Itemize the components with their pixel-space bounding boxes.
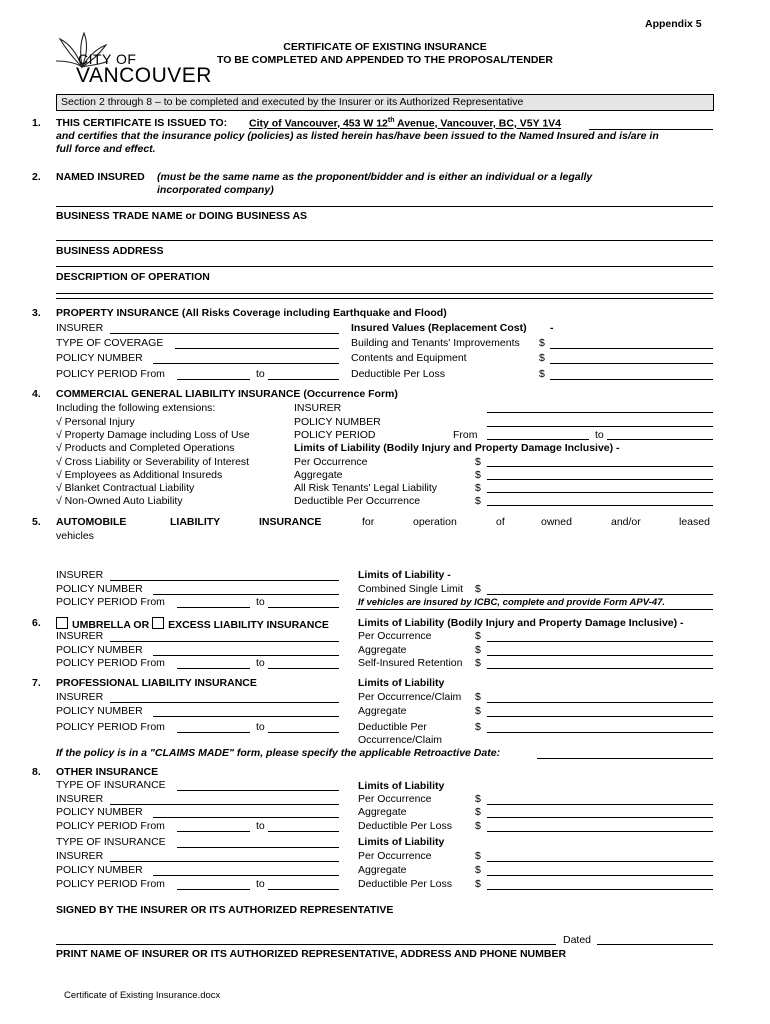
s7-title: PROFESSIONAL LIABILITY INSURANCE bbox=[56, 677, 257, 689]
s8-policy-number-label: POLICY NUMBER bbox=[56, 806, 143, 818]
s8-dollar: $ bbox=[475, 878, 481, 890]
s3-values-dash: - bbox=[550, 322, 554, 334]
s5-csl-field[interactable] bbox=[487, 594, 713, 595]
s4-aggregate-field[interactable] bbox=[487, 479, 713, 480]
s3-building-label: Building and Tenants' Improvements bbox=[351, 337, 520, 349]
s8-type-field-1[interactable] bbox=[177, 790, 339, 791]
s8-per-occurrence-label: Per Occurrence bbox=[358, 793, 432, 805]
description-field-1[interactable] bbox=[56, 293, 713, 294]
s4-dollar: $ bbox=[475, 469, 481, 481]
s4-title: COMMERCIAL GENERAL LIABILITY INSURANCE (Occurrence Form) bbox=[56, 388, 398, 400]
s4-insurer-field[interactable] bbox=[487, 412, 713, 413]
s6-limits-title: Limits of Liability (Bodily Injury and Property Damage Inclusive) - bbox=[358, 617, 684, 629]
s3-insurer-field[interactable] bbox=[110, 333, 339, 334]
s1-issued-to: City of Vancouver, 453 W 12th Avenue, Vancouver, BC, V5Y 1V4 bbox=[249, 117, 562, 130]
s8-dollar: $ bbox=[475, 806, 481, 818]
title-line2: TO BE COMPLETED AND APPENDED TO THE PROPOSAL/TENDER bbox=[216, 54, 554, 66]
s8-period-from-field-1[interactable] bbox=[177, 831, 250, 832]
s4-policy-period-label: POLICY PERIOD bbox=[294, 429, 376, 441]
s5-word: AUTOMOBILE bbox=[56, 516, 127, 528]
s5-word: operation bbox=[413, 516, 457, 528]
s8-to-label: to bbox=[256, 820, 265, 832]
description-label: DESCRIPTION OF OPERATION bbox=[56, 271, 210, 283]
s5-word: for bbox=[362, 516, 375, 528]
header-note: Section 2 through 8 – to be completed and executed by the Insurer or its Authorized Representative bbox=[56, 94, 714, 111]
s8-period-from-field-2[interactable] bbox=[177, 889, 250, 890]
s5-word: of bbox=[496, 516, 505, 528]
s3-to-label: to bbox=[256, 368, 265, 380]
s5-word: INSURANCE bbox=[259, 516, 322, 528]
s7-claims-made-note: If the policy is in a "CLAIMS MADE" form, please specify the applicable Retroactive Date: bbox=[56, 747, 501, 759]
s3-number: 3. bbox=[32, 307, 41, 319]
s8-number: 8. bbox=[32, 766, 41, 778]
s3-title: PROPERTY INSURANCE (All Risks Coverage including Earthquake and Flood) bbox=[56, 307, 447, 319]
s3-insurer-label: INSURER bbox=[56, 322, 104, 334]
s8-insurer-label: INSURER bbox=[56, 850, 104, 862]
s4-aggregate-label: Aggregate bbox=[294, 469, 343, 481]
s8-deductible-label: Deductible Per Loss bbox=[358, 878, 452, 890]
s6-to-label: to bbox=[256, 657, 265, 669]
s8-policy-number-field-2[interactable] bbox=[153, 875, 339, 876]
s6-policy-number-label: POLICY NUMBER bbox=[56, 644, 143, 656]
s4-to-label: to bbox=[595, 429, 604, 441]
s2-note2: incorporated company) bbox=[157, 184, 274, 196]
s7-aggregate-label: Aggregate bbox=[358, 705, 407, 717]
s4-extension-item: √ Personal Injury bbox=[56, 416, 135, 428]
s5-policy-number-label: POLICY NUMBER bbox=[56, 583, 143, 595]
s3-policy-number-field[interactable] bbox=[153, 363, 339, 364]
s6-aggregate-field[interactable] bbox=[487, 655, 713, 656]
s3-contents-field[interactable] bbox=[550, 363, 713, 364]
s5-divider bbox=[356, 609, 713, 610]
s8-insurer-field-1[interactable] bbox=[110, 804, 339, 805]
s3-policy-period-label: POLICY PERIOD From bbox=[56, 368, 165, 380]
s6-policy-number-field[interactable] bbox=[153, 655, 339, 656]
s7-dollar: $ bbox=[475, 705, 481, 717]
s8-policy-number-field-1[interactable] bbox=[153, 817, 339, 818]
s8-limits-title: Limits of Liability bbox=[358, 780, 445, 792]
s8-dollar: $ bbox=[475, 850, 481, 862]
s7-limits-title: Limits of Liability bbox=[358, 677, 445, 689]
s8-to-label: to bbox=[256, 878, 265, 890]
s8-deductible-field-1[interactable] bbox=[487, 831, 713, 832]
s8-dollar: $ bbox=[475, 820, 481, 832]
s1-label: THIS CERTIFICATE IS ISSUED TO: bbox=[56, 117, 228, 129]
s7-dollar: $ bbox=[475, 721, 481, 733]
logo-vancouver: VANCOUVER bbox=[76, 64, 212, 87]
s7-policy-number-field[interactable] bbox=[153, 716, 339, 717]
s4-extension-item: √ Property Damage including Loss of Use bbox=[56, 429, 250, 441]
s1-line3: full force and effect. bbox=[56, 143, 156, 155]
s5-period-to-field[interactable] bbox=[268, 607, 339, 608]
s4-dollar: $ bbox=[475, 482, 481, 494]
s4-extension-item: √ Non-Owned Auto Liability bbox=[56, 495, 183, 507]
s5-dollar: $ bbox=[475, 583, 481, 595]
s7-period-to-field[interactable] bbox=[268, 732, 339, 733]
s5-period-from-field[interactable] bbox=[177, 607, 250, 608]
s4-per-occurrence-label: Per Occurrence bbox=[294, 456, 368, 468]
s7-per-claim-label: Per Occurrence/Claim bbox=[358, 691, 462, 703]
print-name-label: PRINT NAME OF INSURER OR ITS AUTHORIZED REPRESENTATIVE, ADDRESS AND PHONE NUMBER bbox=[56, 948, 567, 960]
s4-extension-item: √ Products and Completed Operations bbox=[56, 442, 235, 454]
s6-sir-field[interactable] bbox=[487, 668, 713, 669]
s5-csl-label: Combined Single Limit bbox=[358, 583, 464, 595]
s7-deductible-label-2: Occurrence/Claim bbox=[358, 734, 443, 746]
s8-aggregate-label: Aggregate bbox=[358, 806, 407, 818]
s3-deductible-field[interactable] bbox=[550, 379, 713, 380]
s4-limits-title: Limits of Liability (Bodily Injury and Property Damage Inclusive) - bbox=[294, 442, 620, 454]
s1-number: 1. bbox=[32, 117, 41, 129]
s5-policy-number-field[interactable] bbox=[153, 594, 339, 595]
s4-insurer-label: INSURER bbox=[294, 402, 342, 414]
s8-per-occurrence-field-1[interactable] bbox=[487, 804, 713, 805]
s2-note1: (must be the same name as the proponent/bidder and is either an individual or a legally bbox=[157, 171, 593, 183]
s5-policy-period-label: POLICY PERIOD From bbox=[56, 596, 165, 608]
s6-dollar: $ bbox=[475, 657, 481, 669]
s3-contents-dollar: $ bbox=[539, 352, 545, 364]
s3-values-title: Insured Values (Replacement Cost) bbox=[351, 322, 527, 334]
s6-per-occurrence-field[interactable] bbox=[487, 641, 713, 642]
s5-vehicles: vehicles bbox=[56, 530, 94, 542]
s3-period-to-field[interactable] bbox=[268, 379, 339, 380]
s8-type-label: TYPE OF INSURANCE bbox=[56, 779, 166, 791]
s5-word: and/or bbox=[611, 516, 641, 528]
s8-per-occurrence-label: Per Occurrence bbox=[358, 850, 432, 862]
description-field-2[interactable] bbox=[56, 298, 713, 299]
s8-policy-number-label: POLICY NUMBER bbox=[56, 864, 143, 876]
s6-number: 6. bbox=[32, 617, 41, 629]
s7-per-claim-field[interactable] bbox=[487, 702, 713, 703]
business-address-field[interactable] bbox=[56, 266, 713, 267]
s6-dollar: $ bbox=[475, 630, 481, 642]
s5-insurer-field[interactable] bbox=[110, 580, 339, 581]
umbrella-checkbox[interactable] bbox=[56, 617, 68, 629]
s7-insurer-label: INSURER bbox=[56, 691, 104, 703]
s3-building-dollar: $ bbox=[539, 337, 545, 349]
s6-period-from-field[interactable] bbox=[177, 668, 250, 669]
title-line1: CERTIFICATE OF EXISTING INSURANCE bbox=[283, 41, 487, 53]
s8-type-label: TYPE OF INSURANCE bbox=[56, 836, 166, 848]
dated-field[interactable] bbox=[597, 944, 713, 945]
s8-title: OTHER INSURANCE bbox=[56, 766, 159, 778]
s4-dollar: $ bbox=[475, 495, 481, 507]
s5-number: 5. bbox=[32, 516, 41, 528]
s7-dollar: $ bbox=[475, 691, 481, 703]
s4-extension-item: √ Employees as Additional Insureds bbox=[56, 469, 223, 481]
s4-from-label: From bbox=[453, 429, 478, 441]
s7-to-label: to bbox=[256, 721, 265, 733]
s8-aggregate-field-2[interactable] bbox=[487, 875, 713, 876]
s2-number: 2. bbox=[32, 171, 41, 183]
s4-policy-number-field[interactable] bbox=[487, 426, 713, 427]
s6-period-to-field[interactable] bbox=[268, 668, 339, 669]
s5-word: LIABILITY bbox=[170, 516, 221, 528]
s7-deductible-field[interactable] bbox=[487, 732, 713, 733]
s8-policy-period-label: POLICY PERIOD From bbox=[56, 878, 165, 890]
s3-deductible-dollar: $ bbox=[539, 368, 545, 380]
s4-policy-number-label: POLICY NUMBER bbox=[294, 416, 381, 428]
s7-retro-date-field[interactable] bbox=[537, 758, 713, 759]
s7-period-from-field[interactable] bbox=[177, 732, 250, 733]
s4-dollar: $ bbox=[475, 456, 481, 468]
s7-aggregate-field[interactable] bbox=[487, 716, 713, 717]
s7-insurer-field[interactable] bbox=[110, 702, 339, 703]
s8-insurer-field-2[interactable] bbox=[110, 861, 339, 862]
s6-aggregate-label: Aggregate bbox=[358, 644, 407, 656]
s8-dollar: $ bbox=[475, 793, 481, 805]
s4-period-to-field[interactable] bbox=[607, 439, 713, 440]
s5-insurer-label: INSURER bbox=[56, 569, 104, 581]
trade-name-label: BUSINESS TRADE NAME or DOING BUSINESS AS bbox=[56, 210, 308, 222]
s8-deductible-field-2[interactable] bbox=[487, 889, 713, 890]
s7-policy-period-label: POLICY PERIOD From bbox=[56, 721, 165, 733]
s6-policy-period-label: POLICY PERIOD From bbox=[56, 657, 165, 669]
s3-policy-number-label: POLICY NUMBER bbox=[56, 352, 143, 364]
s5-icbc-note: If vehicles are insured by ICBC, complete and provide Form APV-47. bbox=[358, 597, 666, 608]
s3-contents-label: Contents and Equipment bbox=[351, 352, 467, 364]
s4-deductible-label: Deductible Per Occurrence bbox=[294, 495, 421, 507]
s6-insurer-field[interactable] bbox=[110, 641, 339, 642]
s1-line2: and certifies that the insurance policy (policies) as listed herein has/have been issued to the Named Insured and is/are in bbox=[56, 130, 659, 142]
footer-filename: Certificate of Existing Insurance.docx bbox=[64, 990, 221, 1001]
s4-extension-item: √ Blanket Contractual Liability bbox=[56, 482, 195, 494]
s4-per-occurrence-field[interactable] bbox=[487, 466, 713, 467]
excess-checkbox[interactable] bbox=[152, 617, 164, 629]
s7-policy-number-label: POLICY NUMBER bbox=[56, 705, 143, 717]
s8-aggregate-label: Aggregate bbox=[358, 864, 407, 876]
dated-label: Dated bbox=[563, 934, 592, 946]
s5-limits-title: Limits of Liability - bbox=[358, 569, 451, 581]
s8-type-field-2[interactable] bbox=[177, 847, 339, 848]
trade-name-field[interactable] bbox=[56, 240, 713, 241]
s4-tenants-label: All Risk Tenants' Legal Liability bbox=[294, 482, 438, 494]
s7-deductible-label: Deductible Per bbox=[358, 721, 427, 733]
s3-deductible-label: Deductible Per Loss bbox=[351, 368, 445, 380]
s5-word: leased bbox=[679, 516, 710, 528]
signed-label: SIGNED BY THE INSURER OR ITS AUTHORIZED REPRESENTATIVE bbox=[56, 904, 394, 916]
signature-field[interactable] bbox=[56, 944, 556, 945]
named-insured-field[interactable] bbox=[56, 206, 713, 207]
s3-period-from-field[interactable] bbox=[177, 379, 250, 380]
logo-city-of: CITY OF bbox=[78, 51, 137, 67]
s4-extension-item: √ Cross Liability or Severability of Interest bbox=[56, 456, 250, 468]
s3-type-label: TYPE OF COVERAGE bbox=[56, 337, 164, 349]
s8-period-to-field-2[interactable] bbox=[268, 889, 339, 890]
s4-period-from-field[interactable] bbox=[487, 439, 589, 440]
s6-title: UMBRELLA OR EXCESS LIABILITY INSURANCE bbox=[56, 617, 329, 632]
s3-type-field[interactable] bbox=[175, 348, 339, 349]
s3-building-field[interactable] bbox=[550, 348, 713, 349]
s7-number: 7. bbox=[32, 677, 41, 689]
s8-insurer-label: INSURER bbox=[56, 793, 104, 805]
s8-per-occurrence-field-2[interactable] bbox=[487, 861, 713, 862]
appendix-label: Appendix 5 bbox=[645, 18, 702, 30]
s8-policy-period-label: POLICY PERIOD From bbox=[56, 820, 165, 832]
s6-dollar: $ bbox=[475, 644, 481, 656]
s8-period-to-field-1[interactable] bbox=[268, 831, 339, 832]
s5-to-label: to bbox=[256, 596, 265, 608]
s4-number: 4. bbox=[32, 388, 41, 400]
s6-insurer-label: INSURER bbox=[56, 630, 104, 642]
s8-aggregate-field-1[interactable] bbox=[487, 817, 713, 818]
s4-extensions-title: Including the following extensions: bbox=[56, 402, 216, 414]
s6-per-occurrence-label: Per Occurrence bbox=[358, 630, 432, 642]
s6-sir-label: Self-Insured Retention bbox=[358, 657, 463, 669]
s4-tenants-field[interactable] bbox=[487, 492, 713, 493]
s8-deductible-label: Deductible Per Loss bbox=[358, 820, 452, 832]
s2-label: NAMED INSURED bbox=[56, 171, 145, 183]
business-address-label: BUSINESS ADDRESS bbox=[56, 245, 164, 257]
s5-word: owned bbox=[541, 516, 572, 528]
s8-dollar: $ bbox=[475, 864, 481, 876]
s4-deductible-field[interactable] bbox=[487, 505, 713, 506]
s8-limits-title: Limits of Liability bbox=[358, 836, 445, 848]
